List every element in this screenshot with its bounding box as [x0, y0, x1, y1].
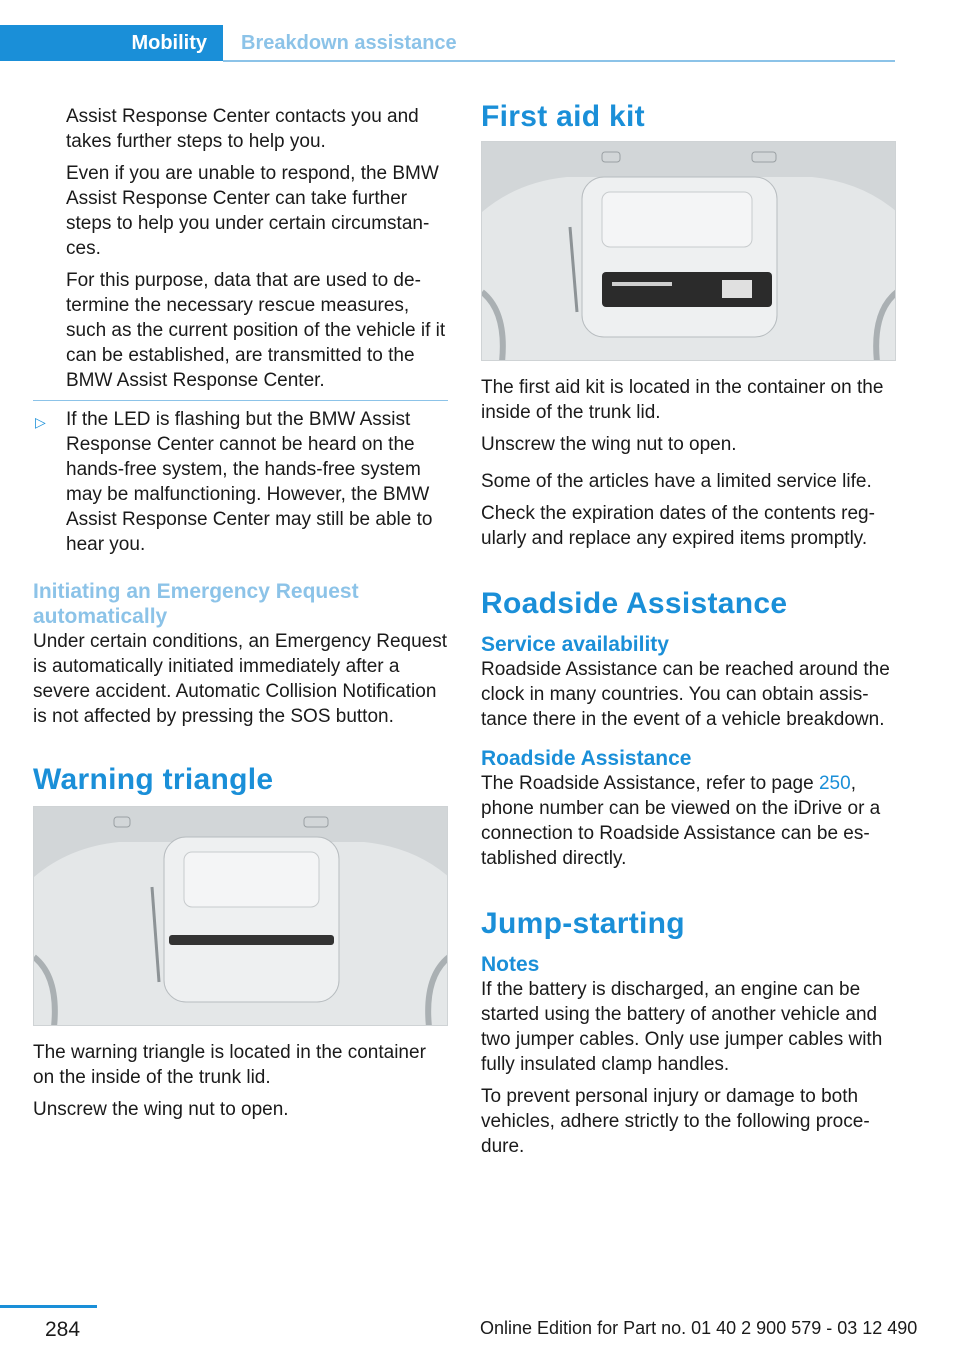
right-column [481, 100, 896, 1166]
footer-rule [0, 1305, 97, 1308]
subheading: Service availability [481, 633, 669, 656]
paragraph-text: , phone number can be viewed on the iDrive or a connection to Roadside Assistance can be established directly. [481, 773, 881, 869]
paragraph [481, 771, 896, 871]
paragraph: Unscrew the wing nut to open. [33, 1099, 289, 1120]
section-heading: Jump-starting [481, 907, 685, 940]
edition-note: Online Edition for Part no. 01 40 2 900 579 - 03 12 490 [480, 1318, 918, 1338]
paragraph: Even if you are unable to respond, the BMW Assist Response Center can take further steps to help you under certain circumstances. [66, 163, 439, 259]
paragraph: Assist Response Center contacts you and takes further steps to help you. [66, 106, 419, 152]
section-tab[interactable] [0, 25, 223, 61]
left-column [33, 104, 448, 1129]
paragraph: Roadside Assistance can be reached around the clock in many countries. You can obtain assistance there in the event of a vehicle breakdown. [481, 659, 890, 730]
paragraph-text: The Roadside Assistance, refer to page [481, 773, 819, 794]
subheading: Notes [481, 953, 540, 976]
section-heading: First aid kit [481, 100, 645, 133]
paragraph: Some of the articles have a limited service life. [481, 471, 872, 492]
paragraph: To prevent personal injury or damage to both vehicles, adhere strictly to the following procedure. [481, 1086, 870, 1157]
page-link[interactable]: 250 [818, 773, 851, 794]
warning-triangle-illustration [33, 806, 448, 1026]
paragraph: Under certain conditions, an Emergency Request is automatically initiated immediately after a severe accident. Automatic Collision Notification is not affected by pressing the SOS button. [33, 631, 448, 727]
page-header [0, 25, 895, 61]
subheading: Roadside Assistance [481, 747, 692, 770]
paragraph: The first aid kit is located in the container on the inside of the trunk lid. [481, 377, 884, 423]
section-label: Mobility [131, 32, 207, 54]
subheading: Initiating an Emergency Request automatically [33, 580, 359, 628]
list-divider [33, 400, 448, 401]
subsection-label[interactable]: Breakdown assistance [241, 32, 457, 54]
paragraph: Check the expiration dates of the contents regularly and replace any expired items promptly. [481, 503, 875, 549]
section-heading: Roadside Assistance [481, 587, 788, 620]
trunk-lid-warning-triangle-image [34, 807, 448, 1026]
paragraph: For this purpose, data that are used to determine the necessary rescue measures, such as the current position of the vehicle if it can be established, are transmitted to the BMW Assist Response Center. [66, 270, 446, 391]
header-rule [223, 60, 895, 62]
list-item-text: If the LED is flashing but the BMW Assist Response Center cannot be heard on the hands-free system, the hands-free system may be malfunctioning. However, the BMW Assist Response Center may still be able to hear you. [66, 409, 433, 555]
paragraph: Unscrew the wing nut to open. [481, 434, 737, 455]
triangle-bullet-icon: ▷ [35, 414, 46, 430]
paragraph: The warning triangle is located in the container on the inside of the trunk lid. [33, 1042, 426, 1088]
paragraph: If the battery is discharged, an engine can be started using the battery of another vehicle and two jumper cables. Only use jumper cables with fully insulated clamp handles. [481, 979, 883, 1075]
page-number: 284 [45, 1318, 81, 1341]
list-item [33, 407, 448, 557]
first-aid-kit-illustration [481, 141, 896, 361]
section-heading: Warning triangle [33, 763, 274, 796]
trunk-lid-first-aid-image [482, 142, 896, 361]
